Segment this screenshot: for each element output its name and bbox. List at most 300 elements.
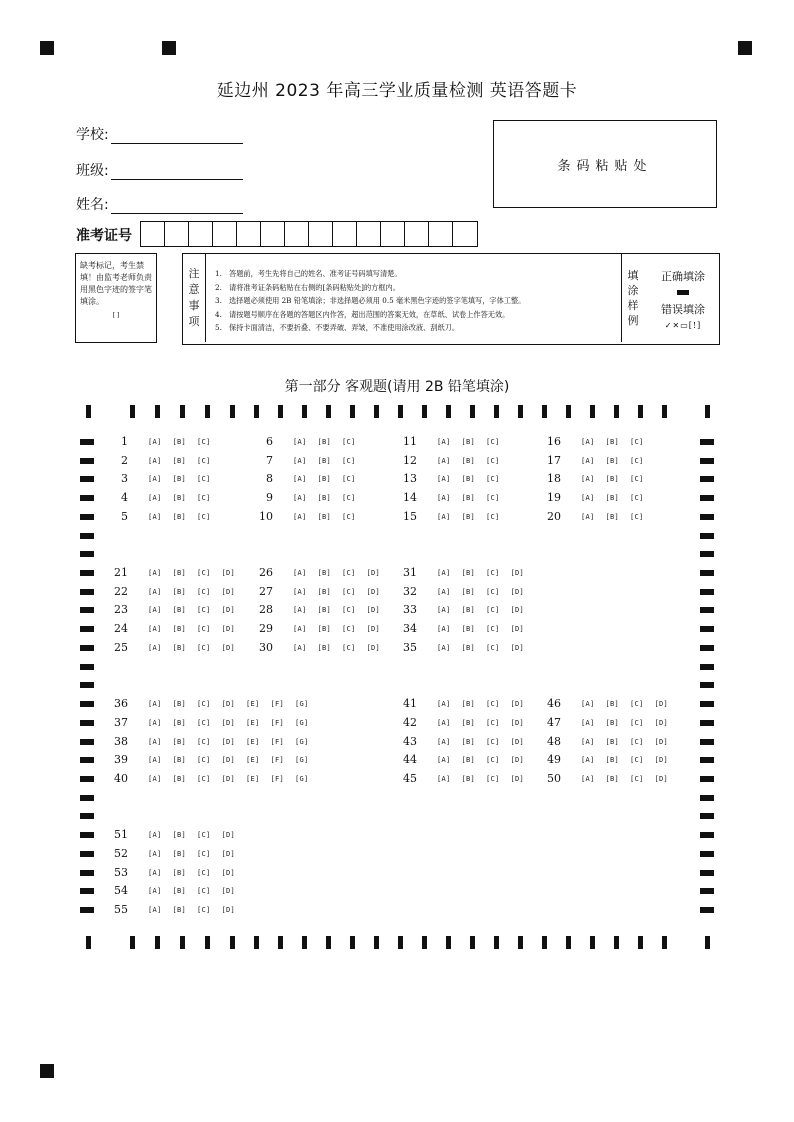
timing-mark-bottom bbox=[542, 936, 547, 949]
option-bubble-b[interactable]: [B] bbox=[172, 625, 187, 633]
option-bubble-b[interactable]: [B] bbox=[172, 831, 187, 839]
option-bubble-a[interactable]: [A] bbox=[437, 457, 451, 465]
option-bubble-a[interactable]: [A] bbox=[148, 625, 162, 633]
wrong-fill-label: 错误填涂 bbox=[661, 303, 705, 316]
option-bubble-c[interactable]: [C] bbox=[630, 738, 644, 746]
option-bubble-f[interactable]: [F] bbox=[270, 775, 285, 783]
option-bubble-c[interactable]: [C] bbox=[197, 475, 211, 483]
option-bubble-a[interactable]: [A] bbox=[437, 513, 451, 521]
option-bubble-c[interactable]: [C] bbox=[486, 438, 500, 446]
option-bubble-b[interactable]: [B] bbox=[317, 457, 332, 465]
option-bubble-c[interactable]: [C] bbox=[342, 457, 356, 465]
option-bubble-a[interactable]: [A] bbox=[581, 438, 595, 446]
school-field[interactable] bbox=[76, 124, 243, 144]
option-bubble-c[interactable]: [C] bbox=[342, 644, 356, 652]
name-line[interactable] bbox=[111, 199, 243, 214]
timing-mark-left bbox=[80, 551, 94, 557]
option-bubble-a[interactable]: [A] bbox=[148, 494, 162, 502]
timing-mark-right bbox=[700, 533, 714, 539]
option-bubble-a[interactable]: [A] bbox=[148, 887, 162, 895]
option-bubble-b[interactable]: [B] bbox=[461, 569, 476, 577]
option-bubble-e[interactable]: [E] bbox=[246, 756, 260, 764]
option-bubble-c[interactable]: [C] bbox=[486, 457, 500, 465]
question-number: 42 bbox=[403, 716, 417, 729]
option-bubble-b[interactable]: [B] bbox=[172, 869, 187, 877]
timing-mark-right bbox=[700, 701, 714, 707]
option-bubble-c[interactable]: [C] bbox=[342, 606, 356, 614]
option-bubble-a[interactable]: [A] bbox=[148, 438, 162, 446]
option-bubble-a[interactable]: [A] bbox=[293, 475, 307, 483]
option-bubble-a[interactable]: [A] bbox=[148, 475, 162, 483]
option-bubble-d[interactable]: [D] bbox=[510, 644, 525, 652]
timing-mark-bottom bbox=[614, 936, 619, 949]
option-bubble-a[interactable]: [A] bbox=[148, 719, 162, 727]
option-bubble-b[interactable]: [B] bbox=[172, 438, 187, 446]
timing-mark-top bbox=[446, 405, 451, 418]
option-bubble-b[interactable]: [B] bbox=[461, 588, 476, 596]
option-bubble-b[interactable]: [B] bbox=[461, 457, 476, 465]
question-number: 45 bbox=[403, 772, 417, 785]
option-bubble-b[interactable]: [B] bbox=[461, 756, 476, 764]
question-number: 54 bbox=[114, 884, 128, 897]
option-bubble-b[interactable]: [B] bbox=[461, 719, 476, 727]
option-bubble-a[interactable]: [A] bbox=[581, 475, 595, 483]
option-bubble-g[interactable]: [G] bbox=[295, 738, 309, 746]
option-bubble-c[interactable]: [C] bbox=[630, 756, 644, 764]
option-bubble-a[interactable]: [A] bbox=[437, 738, 451, 746]
option-bubble-c[interactable]: [C] bbox=[197, 438, 211, 446]
option-bubble-b[interactable]: [B] bbox=[461, 475, 476, 483]
option-bubble-b[interactable]: [B] bbox=[461, 513, 476, 521]
option-bubble-c[interactable]: [C] bbox=[486, 756, 500, 764]
option-bubble-c[interactable]: [C] bbox=[486, 494, 500, 502]
option-bubble-d[interactable]: [D] bbox=[510, 700, 525, 708]
option-bubble-d[interactable]: [D] bbox=[510, 569, 525, 577]
option-bubble-d[interactable]: [D] bbox=[654, 756, 669, 764]
option-bubble-a[interactable]: [A] bbox=[437, 588, 451, 596]
option-bubble-b[interactable]: [B] bbox=[172, 457, 187, 465]
option-bubble-g[interactable]: [G] bbox=[295, 775, 309, 783]
question-number: 35 bbox=[403, 641, 417, 654]
timing-mark-top bbox=[542, 405, 547, 418]
option-bubble-a[interactable]: [A] bbox=[581, 775, 595, 783]
option-bubble-a[interactable]: [A] bbox=[148, 831, 162, 839]
option-bubble-c[interactable]: [C] bbox=[630, 700, 644, 708]
option-bubble-g[interactable]: [G] bbox=[295, 700, 309, 708]
option-bubble-c[interactable]: [C] bbox=[486, 625, 500, 633]
option-bubble-f[interactable]: [F] bbox=[270, 700, 285, 708]
fill-divider bbox=[621, 254, 622, 342]
option-bubble-c[interactable]: [C] bbox=[197, 850, 211, 858]
timing-mark-left bbox=[80, 851, 94, 857]
timing-mark-top bbox=[130, 405, 135, 418]
option-bubble-a[interactable]: [A] bbox=[293, 625, 307, 633]
option-bubble-c[interactable]: [C] bbox=[342, 625, 356, 633]
option-bubble-a[interactable]: [A] bbox=[148, 606, 162, 614]
exam-number-cell[interactable] bbox=[165, 222, 189, 246]
timing-mark-top bbox=[705, 405, 710, 418]
option-bubble-c[interactable]: [C] bbox=[342, 494, 356, 502]
exam-number-label: 准考证号 bbox=[76, 228, 132, 244]
option-bubble-c[interactable]: [C] bbox=[197, 906, 211, 914]
timing-mark-left bbox=[80, 813, 94, 819]
question-number: 36 bbox=[114, 697, 128, 710]
option-bubble-b[interactable]: [B] bbox=[317, 606, 332, 614]
question-number: 12 bbox=[403, 454, 417, 467]
barcode-area bbox=[493, 120, 717, 208]
option-bubble-a[interactable]: [A] bbox=[148, 569, 162, 577]
timing-mark-right bbox=[700, 851, 714, 857]
school-line[interactable] bbox=[111, 129, 243, 144]
question-number: 13 bbox=[403, 472, 417, 485]
option-bubble-b[interactable]: [B] bbox=[605, 719, 620, 727]
exam-number-cell[interactable] bbox=[309, 222, 333, 246]
exam-number-cell[interactable] bbox=[405, 222, 429, 246]
option-bubble-d[interactable]: [D] bbox=[510, 588, 525, 596]
exam-number-cell[interactable] bbox=[357, 222, 381, 246]
option-bubble-b[interactable]: [B] bbox=[461, 775, 476, 783]
option-bubble-d[interactable]: [D] bbox=[221, 606, 236, 614]
option-bubble-c[interactable]: [C] bbox=[486, 644, 500, 652]
option-bubble-b[interactable]: [B] bbox=[317, 475, 332, 483]
notice-item: 2. 请将准考证条码粘贴在右侧的[条码粘贴处]的方框内。 bbox=[215, 282, 400, 292]
option-bubble-a[interactable]: [A] bbox=[293, 644, 307, 652]
option-bubble-d[interactable]: [D] bbox=[366, 569, 381, 577]
option-bubble-a[interactable]: [A] bbox=[581, 738, 595, 746]
option-bubble-b[interactable]: [B] bbox=[317, 569, 332, 577]
option-bubble-d[interactable]: [D] bbox=[510, 738, 525, 746]
option-bubble-d[interactable]: [D] bbox=[221, 887, 236, 895]
option-bubble-a[interactable]: [A] bbox=[437, 475, 451, 483]
correct-fill-label: 正确填涂 bbox=[661, 270, 705, 283]
option-bubble-b[interactable]: [B] bbox=[172, 569, 187, 577]
question-number: 40 bbox=[114, 772, 128, 785]
option-bubble-a[interactable]: [A] bbox=[581, 719, 595, 727]
option-bubble-c[interactable]: [C] bbox=[197, 494, 211, 502]
option-bubble-a[interactable]: [A] bbox=[437, 756, 451, 764]
option-bubble-f[interactable]: [F] bbox=[270, 738, 285, 746]
option-bubble-b[interactable]: [B] bbox=[172, 719, 187, 727]
option-bubble-b[interactable]: [B] bbox=[605, 756, 620, 764]
exam-number-cell[interactable] bbox=[381, 222, 405, 246]
timing-mark-right bbox=[700, 495, 714, 501]
option-bubble-c[interactable]: [C] bbox=[630, 457, 644, 465]
question-number: 44 bbox=[403, 753, 417, 766]
option-bubble-a[interactable]: [A] bbox=[581, 756, 595, 764]
option-bubble-c[interactable]: [C] bbox=[197, 775, 211, 783]
option-bubble-a[interactable]: [A] bbox=[148, 513, 162, 521]
exam-number-cell[interactable] bbox=[141, 222, 165, 246]
question-number: 29 bbox=[259, 622, 273, 635]
name-field[interactable] bbox=[76, 194, 243, 214]
option-bubble-c[interactable]: [C] bbox=[197, 719, 211, 727]
option-bubble-e[interactable]: [E] bbox=[246, 775, 260, 783]
option-bubble-c[interactable]: [C] bbox=[197, 606, 211, 614]
option-bubble-a[interactable]: [A] bbox=[581, 700, 595, 708]
timing-mark-left bbox=[80, 888, 94, 894]
option-bubble-d[interactable]: [D] bbox=[221, 756, 236, 764]
option-bubble-b[interactable]: [B] bbox=[172, 906, 187, 914]
option-bubble-a[interactable]: [A] bbox=[437, 438, 451, 446]
option-bubble-e[interactable]: [E] bbox=[246, 700, 260, 708]
option-bubble-b[interactable]: [B] bbox=[317, 494, 332, 502]
option-bubble-e[interactable]: [E] bbox=[246, 738, 260, 746]
option-bubble-d[interactable]: [D] bbox=[221, 869, 236, 877]
option-bubble-c[interactable]: [C] bbox=[486, 719, 500, 727]
option-bubble-c[interactable]: [C] bbox=[197, 588, 211, 596]
timing-mark-right bbox=[700, 813, 714, 819]
option-bubble-a[interactable]: [A] bbox=[293, 606, 307, 614]
option-bubble-a[interactable]: [A] bbox=[148, 457, 162, 465]
option-bubble-a[interactable]: [A] bbox=[293, 438, 307, 446]
option-bubble-c[interactable]: [C] bbox=[197, 644, 211, 652]
option-bubble-d[interactable]: [D] bbox=[221, 850, 236, 858]
option-bubble-b[interactable]: [B] bbox=[461, 606, 476, 614]
option-bubble-b[interactable]: [B] bbox=[605, 457, 620, 465]
option-bubble-a[interactable]: [A] bbox=[293, 457, 307, 465]
option-bubble-g[interactable]: [G] bbox=[295, 719, 309, 727]
option-bubble-a[interactable]: [A] bbox=[293, 494, 307, 502]
option-bubble-d[interactable]: [D] bbox=[221, 644, 236, 652]
option-bubble-c[interactable]: [C] bbox=[630, 775, 644, 783]
option-bubble-c[interactable]: [C] bbox=[342, 475, 356, 483]
option-bubble-a[interactable]: [A] bbox=[437, 775, 451, 783]
option-bubble-d[interactable]: [D] bbox=[221, 831, 236, 839]
option-bubble-d[interactable]: [D] bbox=[221, 906, 236, 914]
exam-number-cell[interactable] bbox=[429, 222, 453, 246]
timing-mark-bottom bbox=[155, 936, 160, 949]
timing-mark-left bbox=[80, 626, 94, 632]
option-bubble-a[interactable]: [A] bbox=[148, 906, 162, 914]
exam-number-cell[interactable] bbox=[189, 222, 213, 246]
option-bubble-d[interactable]: [D] bbox=[510, 756, 525, 764]
timing-mark-left bbox=[80, 458, 94, 464]
option-bubble-b[interactable]: [B] bbox=[605, 700, 620, 708]
timing-mark-bottom bbox=[638, 936, 643, 949]
exam-number-cells[interactable] bbox=[140, 221, 478, 247]
option-bubble-b[interactable]: [B] bbox=[605, 513, 620, 521]
option-bubble-b[interactable]: [B] bbox=[172, 513, 187, 521]
option-bubble-c[interactable]: [C] bbox=[197, 869, 211, 877]
class-line[interactable] bbox=[111, 165, 243, 180]
timing-mark-bottom bbox=[254, 936, 259, 949]
option-bubble-d[interactable]: [D] bbox=[366, 644, 381, 652]
option-bubble-d[interactable]: [D] bbox=[366, 588, 381, 596]
option-bubble-a[interactable]: [A] bbox=[437, 494, 451, 502]
absent-bubble[interactable]: [ ] bbox=[112, 312, 120, 319]
option-bubble-c[interactable]: [C] bbox=[486, 569, 500, 577]
option-bubble-b[interactable]: [B] bbox=[461, 438, 476, 446]
timing-mark-left bbox=[80, 870, 94, 876]
option-bubble-c[interactable]: [C] bbox=[342, 438, 356, 446]
option-bubble-c[interactable]: [C] bbox=[197, 457, 211, 465]
exam-number-cell[interactable] bbox=[213, 222, 237, 246]
option-bubble-b[interactable]: [B] bbox=[172, 756, 187, 764]
timing-mark-bottom bbox=[130, 936, 135, 949]
option-bubble-c[interactable]: [C] bbox=[630, 719, 644, 727]
question-number: 26 bbox=[259, 566, 273, 579]
option-bubble-a[interactable]: [A] bbox=[437, 625, 451, 633]
option-bubble-b[interactable]: [B] bbox=[172, 775, 187, 783]
timing-mark-right bbox=[700, 907, 714, 913]
question-number: 34 bbox=[403, 622, 417, 635]
timing-mark-left bbox=[80, 589, 94, 595]
question-number: 14 bbox=[403, 491, 417, 504]
option-bubble-c[interactable]: [C] bbox=[486, 475, 500, 483]
option-bubble-c[interactable]: [C] bbox=[630, 475, 644, 483]
option-bubble-b[interactable]: [B] bbox=[461, 644, 476, 652]
option-bubble-b[interactable]: [B] bbox=[461, 494, 476, 502]
option-bubble-b[interactable]: [B] bbox=[172, 850, 187, 858]
timing-mark-left bbox=[80, 757, 94, 763]
option-bubble-d[interactable]: [D] bbox=[510, 775, 525, 783]
timing-mark-left bbox=[80, 776, 94, 782]
option-bubble-d[interactable]: [D] bbox=[221, 738, 236, 746]
option-bubble-a[interactable]: [A] bbox=[581, 494, 595, 502]
question-number: 55 bbox=[114, 903, 128, 916]
option-bubble-b[interactable]: [B] bbox=[172, 475, 187, 483]
option-bubble-c[interactable]: [C] bbox=[486, 738, 500, 746]
option-bubble-d[interactable]: [D] bbox=[510, 606, 525, 614]
option-bubble-a[interactable]: [A] bbox=[437, 644, 451, 652]
timing-mark-right bbox=[700, 664, 714, 670]
option-bubble-g[interactable]: [G] bbox=[295, 756, 309, 764]
question-number: 47 bbox=[547, 716, 561, 729]
option-bubble-c[interactable]: [C] bbox=[486, 775, 500, 783]
option-bubble-c[interactable]: [C] bbox=[197, 831, 211, 839]
option-bubble-b[interactable]: [B] bbox=[461, 625, 476, 633]
exam-number-cell[interactable] bbox=[453, 222, 477, 246]
exam-number-cell[interactable] bbox=[285, 222, 309, 246]
option-bubble-d[interactable]: [D] bbox=[221, 775, 236, 783]
option-bubble-c[interactable]: [C] bbox=[630, 438, 644, 446]
option-bubble-a[interactable]: [A] bbox=[148, 756, 162, 764]
option-bubble-f[interactable]: [F] bbox=[270, 719, 285, 727]
option-bubble-c[interactable]: [C] bbox=[342, 588, 356, 596]
option-bubble-d[interactable]: [D] bbox=[654, 700, 669, 708]
option-bubble-b[interactable]: [B] bbox=[605, 738, 620, 746]
option-bubble-a[interactable]: [A] bbox=[437, 606, 451, 614]
timing-mark-bottom bbox=[180, 936, 185, 949]
option-bubble-d[interactable]: [D] bbox=[366, 606, 381, 614]
notice-item: 3. 选择题必须使用 2B 铅笔填涂；非选择题必须用 0.5 毫米黑色字迹的签字笔填写，字体工整。 bbox=[215, 296, 526, 305]
option-bubble-c[interactable]: [C] bbox=[342, 569, 356, 577]
option-bubble-b[interactable]: [B] bbox=[605, 438, 620, 446]
option-bubble-a[interactable]: [A] bbox=[293, 513, 307, 521]
option-bubble-c[interactable]: [C] bbox=[486, 606, 500, 614]
option-bubble-d[interactable]: [D] bbox=[221, 719, 236, 727]
option-bubble-b[interactable]: [B] bbox=[605, 775, 620, 783]
option-bubble-d[interactable]: [D] bbox=[654, 775, 669, 783]
option-bubble-c[interactable]: [C] bbox=[630, 494, 644, 502]
option-bubble-a[interactable]: [A] bbox=[293, 569, 307, 577]
page-title: 延边州 2023 年高三学业质量检测 英语答题卡 bbox=[216, 81, 578, 101]
option-bubble-b[interactable]: [B] bbox=[172, 738, 187, 746]
class-field[interactable] bbox=[76, 160, 243, 180]
option-bubble-c[interactable]: [C] bbox=[630, 513, 644, 521]
option-bubble-a[interactable]: [A] bbox=[148, 850, 162, 858]
option-bubble-d[interactable]: [D] bbox=[654, 738, 669, 746]
option-bubble-b[interactable]: [B] bbox=[317, 438, 332, 446]
option-bubble-d[interactable]: [D] bbox=[221, 588, 236, 596]
option-bubble-d[interactable]: [D] bbox=[221, 625, 236, 633]
option-bubble-a[interactable]: [A] bbox=[148, 869, 162, 877]
option-bubble-c[interactable]: [C] bbox=[197, 738, 211, 746]
option-bubble-b[interactable]: [B] bbox=[172, 606, 187, 614]
option-bubble-c[interactable]: [C] bbox=[486, 700, 500, 708]
option-bubble-d[interactable]: [D] bbox=[510, 719, 525, 727]
option-bubble-a[interactable]: [A] bbox=[148, 738, 162, 746]
option-bubble-a[interactable]: [A] bbox=[148, 588, 162, 596]
option-bubble-c[interactable]: [C] bbox=[486, 513, 500, 521]
question-number: 50 bbox=[547, 772, 561, 785]
option-bubble-b[interactable]: [B] bbox=[172, 887, 187, 895]
option-bubble-c[interactable]: [C] bbox=[197, 756, 211, 764]
option-bubble-c[interactable]: [C] bbox=[197, 887, 211, 895]
option-bubble-b[interactable]: [B] bbox=[172, 644, 187, 652]
option-bubble-b[interactable]: [B] bbox=[172, 700, 187, 708]
wrong-fill-samples: ✓✕▭[!] bbox=[664, 321, 702, 330]
timing-mark-left bbox=[80, 607, 94, 613]
option-bubble-a[interactable]: [A] bbox=[437, 700, 451, 708]
option-bubble-a[interactable]: [A] bbox=[437, 569, 451, 577]
question-number: 46 bbox=[547, 697, 561, 710]
option-bubble-b[interactable]: [B] bbox=[317, 625, 332, 633]
option-bubble-a[interactable]: [A] bbox=[581, 457, 595, 465]
option-bubble-d[interactable]: [D] bbox=[221, 569, 236, 577]
option-bubble-e[interactable]: [E] bbox=[246, 719, 260, 727]
option-bubble-c[interactable]: [C] bbox=[486, 588, 500, 596]
option-bubble-a[interactable]: [A] bbox=[437, 719, 451, 727]
option-bubble-d[interactable]: [D] bbox=[366, 625, 381, 633]
option-bubble-a[interactable]: [A] bbox=[148, 775, 162, 783]
option-bubble-c[interactable]: [C] bbox=[342, 513, 356, 521]
exam-number-cell[interactable] bbox=[261, 222, 285, 246]
option-bubble-d[interactable]: [D] bbox=[510, 625, 525, 633]
option-bubble-b[interactable]: [B] bbox=[605, 494, 620, 502]
option-bubble-b[interactable]: [B] bbox=[317, 513, 332, 521]
exam-number-cell[interactable] bbox=[333, 222, 357, 246]
option-bubble-b[interactable]: [B] bbox=[461, 700, 476, 708]
option-bubble-c[interactable]: [C] bbox=[197, 625, 211, 633]
option-bubble-d[interactable]: [D] bbox=[221, 700, 236, 708]
option-bubble-c[interactable]: [C] bbox=[197, 513, 211, 521]
option-bubble-a[interactable]: [A] bbox=[148, 700, 162, 708]
question-number: 28 bbox=[259, 603, 273, 616]
question-number: 51 bbox=[114, 828, 128, 841]
timing-mark-bottom bbox=[326, 936, 331, 949]
timing-mark-left bbox=[80, 439, 94, 445]
option-bubble-b[interactable]: [B] bbox=[605, 475, 620, 483]
option-bubble-b[interactable]: [B] bbox=[172, 588, 187, 596]
option-bubble-c[interactable]: [C] bbox=[197, 700, 211, 708]
option-bubble-a[interactable]: [A] bbox=[581, 513, 595, 521]
option-bubble-b[interactable]: [B] bbox=[172, 494, 187, 502]
question-number: 19 bbox=[547, 491, 561, 504]
option-bubble-a[interactable]: [A] bbox=[148, 644, 162, 652]
option-bubble-c[interactable]: [C] bbox=[197, 569, 211, 577]
option-bubble-b[interactable]: [B] bbox=[317, 644, 332, 652]
question-number: 43 bbox=[403, 735, 417, 748]
option-bubble-b[interactable]: [B] bbox=[461, 738, 476, 746]
exam-number-cell[interactable] bbox=[237, 222, 261, 246]
option-bubble-b[interactable]: [B] bbox=[317, 588, 332, 596]
option-bubble-a[interactable]: [A] bbox=[293, 588, 307, 596]
timing-mark-left bbox=[80, 701, 94, 707]
option-bubble-d[interactable]: [D] bbox=[654, 719, 669, 727]
option-bubble-f[interactable]: [F] bbox=[270, 756, 285, 764]
timing-mark-top bbox=[205, 405, 210, 418]
